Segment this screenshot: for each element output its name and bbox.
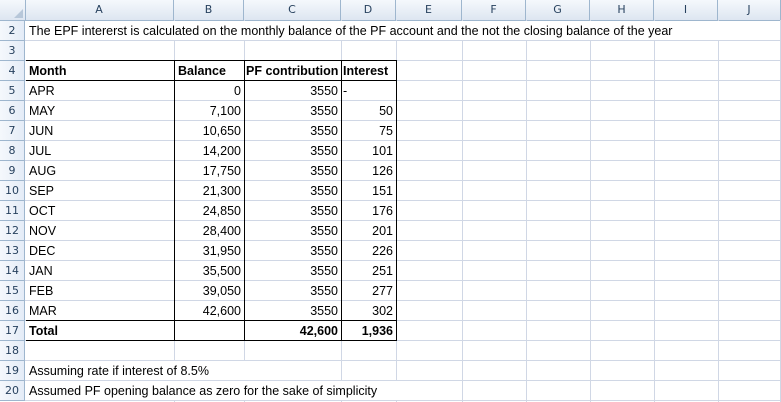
table-cell-pf[interactable]: 3550 — [310, 184, 338, 198]
cell-a19-note[interactable]: Assuming rate if interest of 8.5% — [26, 361, 326, 380]
table-cell-pf[interactable]: 3550 — [310, 164, 338, 178]
table-cell-pf[interactable]: 3550 — [310, 304, 338, 318]
row-header-4[interactable]: 4 — [0, 61, 25, 81]
gridline — [654, 20, 655, 402]
gridline — [25, 40, 781, 41]
table-cell-month[interactable]: JAN — [29, 264, 53, 278]
table-cell-balance[interactable]: 24,850 — [202, 204, 241, 218]
column-header-c[interactable]: C — [244, 0, 341, 20]
column-header-a[interactable]: A — [25, 0, 174, 20]
table-cell-interest[interactable]: 151 — [372, 184, 393, 198]
table-cell-interest[interactable]: 50 — [379, 104, 393, 118]
table-cell-interest[interactable]: - — [343, 84, 348, 98]
table-cell-balance[interactable]: 17,750 — [202, 164, 241, 178]
table-cell-month[interactable]: MAR — [29, 304, 57, 318]
table-cell-balance[interactable]: 42,600 — [202, 304, 241, 318]
table-header-pf-contribution[interactable]: PF contribution — [246, 64, 339, 78]
column-header-d[interactable]: D — [341, 0, 396, 20]
column-header-h[interactable]: H — [590, 0, 654, 20]
row-header-18[interactable]: 18 — [0, 341, 25, 361]
table-cell-interest[interactable]: 75 — [379, 124, 393, 138]
row-header-9[interactable]: 9 — [0, 161, 25, 181]
row-header-20[interactable]: 20 — [0, 381, 25, 401]
table-cell-month[interactable]: JUL — [29, 144, 52, 158]
row-header-17[interactable]: 17 — [0, 321, 25, 341]
row-header-16[interactable]: 16 — [0, 301, 25, 321]
gridline — [462, 20, 463, 402]
table-cell-interest[interactable]: 251 — [372, 264, 393, 278]
table-cell-pf[interactable]: 3550 — [310, 204, 338, 218]
table-cell-month[interactable]: FEB — [29, 284, 54, 298]
table-cell-interest[interactable]: 101 — [372, 144, 393, 158]
table-cell-interest[interactable]: 176 — [372, 204, 393, 218]
row-header-7[interactable]: 7 — [0, 121, 25, 141]
row-header-5[interactable]: 5 — [0, 81, 25, 101]
gridline — [590, 20, 591, 402]
table-cell-balance[interactable]: 31,950 — [202, 244, 241, 258]
table-cell-month[interactable]: MAY — [29, 104, 56, 118]
row-header-2[interactable]: 2 — [0, 21, 25, 41]
table-cell-month[interactable]: SEP — [29, 184, 55, 198]
table-total-label[interactable]: Total — [29, 324, 58, 338]
table-cell-pf[interactable]: 3550 — [310, 244, 338, 258]
table-border — [396, 60, 397, 341]
table-cell-interest[interactable]: 226 — [372, 244, 393, 258]
cell-a2-note[interactable]: The EPF intererst is calculated on the monthly balance of the PF account and the not the closing balance of the year — [26, 21, 766, 40]
column-header-f[interactable]: F — [462, 0, 526, 20]
table-cell-balance[interactable]: 14,200 — [202, 144, 241, 158]
cell-a20-note[interactable]: Assumed PF opening balance as zero for the sake of simplicity — [26, 381, 446, 400]
row-header-11[interactable]: 11 — [0, 201, 25, 221]
table-cell-balance[interactable]: 0 — [234, 84, 241, 98]
table-cell-interest[interactable]: 126 — [372, 164, 393, 178]
table-cell-balance[interactable]: 28,400 — [202, 224, 241, 238]
table-cell-balance[interactable]: 39,050 — [202, 284, 241, 298]
table-total-pf[interactable]: 42,600 — [299, 324, 338, 338]
gridline — [526, 20, 527, 402]
row-header-8[interactable]: 8 — [0, 141, 25, 161]
column-header-i[interactable]: I — [654, 0, 718, 20]
table-cell-interest[interactable]: 277 — [372, 284, 393, 298]
table-cell-pf[interactable]: 3550 — [310, 144, 338, 158]
table-header-interest[interactable]: Interest — [343, 64, 389, 78]
table-cell-pf[interactable]: 3550 — [310, 124, 338, 138]
table-cell-pf[interactable]: 3550 — [310, 264, 338, 278]
table-cell-month[interactable]: AUG — [29, 164, 57, 178]
column-header-j[interactable]: J — [718, 0, 781, 20]
table-header-month[interactable]: Month — [29, 64, 67, 78]
table-cell-balance[interactable]: 10,650 — [202, 124, 241, 138]
table-cell-pf[interactable]: 3550 — [310, 104, 338, 118]
row-header-13[interactable]: 13 — [0, 241, 25, 261]
column-header-row — [0, 0, 781, 21]
gridline — [25, 400, 781, 401]
row-header-14[interactable]: 14 — [0, 261, 25, 281]
row-header-15[interactable]: 15 — [0, 281, 25, 301]
table-cell-balance[interactable]: 35,500 — [202, 264, 241, 278]
select-all-corner[interactable] — [0, 0, 26, 20]
table-cell-interest[interactable]: 201 — [372, 224, 393, 238]
row-header-10[interactable]: 10 — [0, 181, 25, 201]
column-header-g[interactable]: G — [526, 0, 590, 20]
table-cell-balance[interactable]: 7,100 — [209, 104, 241, 118]
column-header-e[interactable]: E — [396, 0, 462, 20]
table-cell-month[interactable]: APR — [29, 84, 55, 98]
row-header-19[interactable]: 19 — [0, 361, 25, 381]
table-total-balance[interactable] — [175, 321, 244, 341]
table-cell-month[interactable]: NOV — [29, 224, 57, 238]
table-total-interest[interactable]: 1,936 — [361, 324, 393, 338]
column-header-b[interactable]: B — [174, 0, 244, 20]
row-header-3[interactable]: 3 — [0, 41, 25, 61]
table-cell-month[interactable]: DEC — [29, 244, 56, 258]
table-cell-pf[interactable]: 3550 — [310, 284, 338, 298]
row-header-12[interactable]: 12 — [0, 221, 25, 241]
table-cell-pf[interactable]: 3550 — [310, 84, 338, 98]
table-header-balance[interactable]: Balance — [178, 64, 226, 78]
table-cell-interest[interactable]: 302 — [372, 304, 393, 318]
table-cell-pf[interactable]: 3550 — [310, 224, 338, 238]
table-cell-month[interactable]: JUN — [29, 124, 54, 138]
gridline — [718, 20, 719, 402]
table-cell-month[interactable]: OCT — [29, 204, 56, 218]
row-header-6[interactable]: 6 — [0, 101, 25, 121]
table-cell-balance[interactable]: 21,300 — [202, 184, 241, 198]
